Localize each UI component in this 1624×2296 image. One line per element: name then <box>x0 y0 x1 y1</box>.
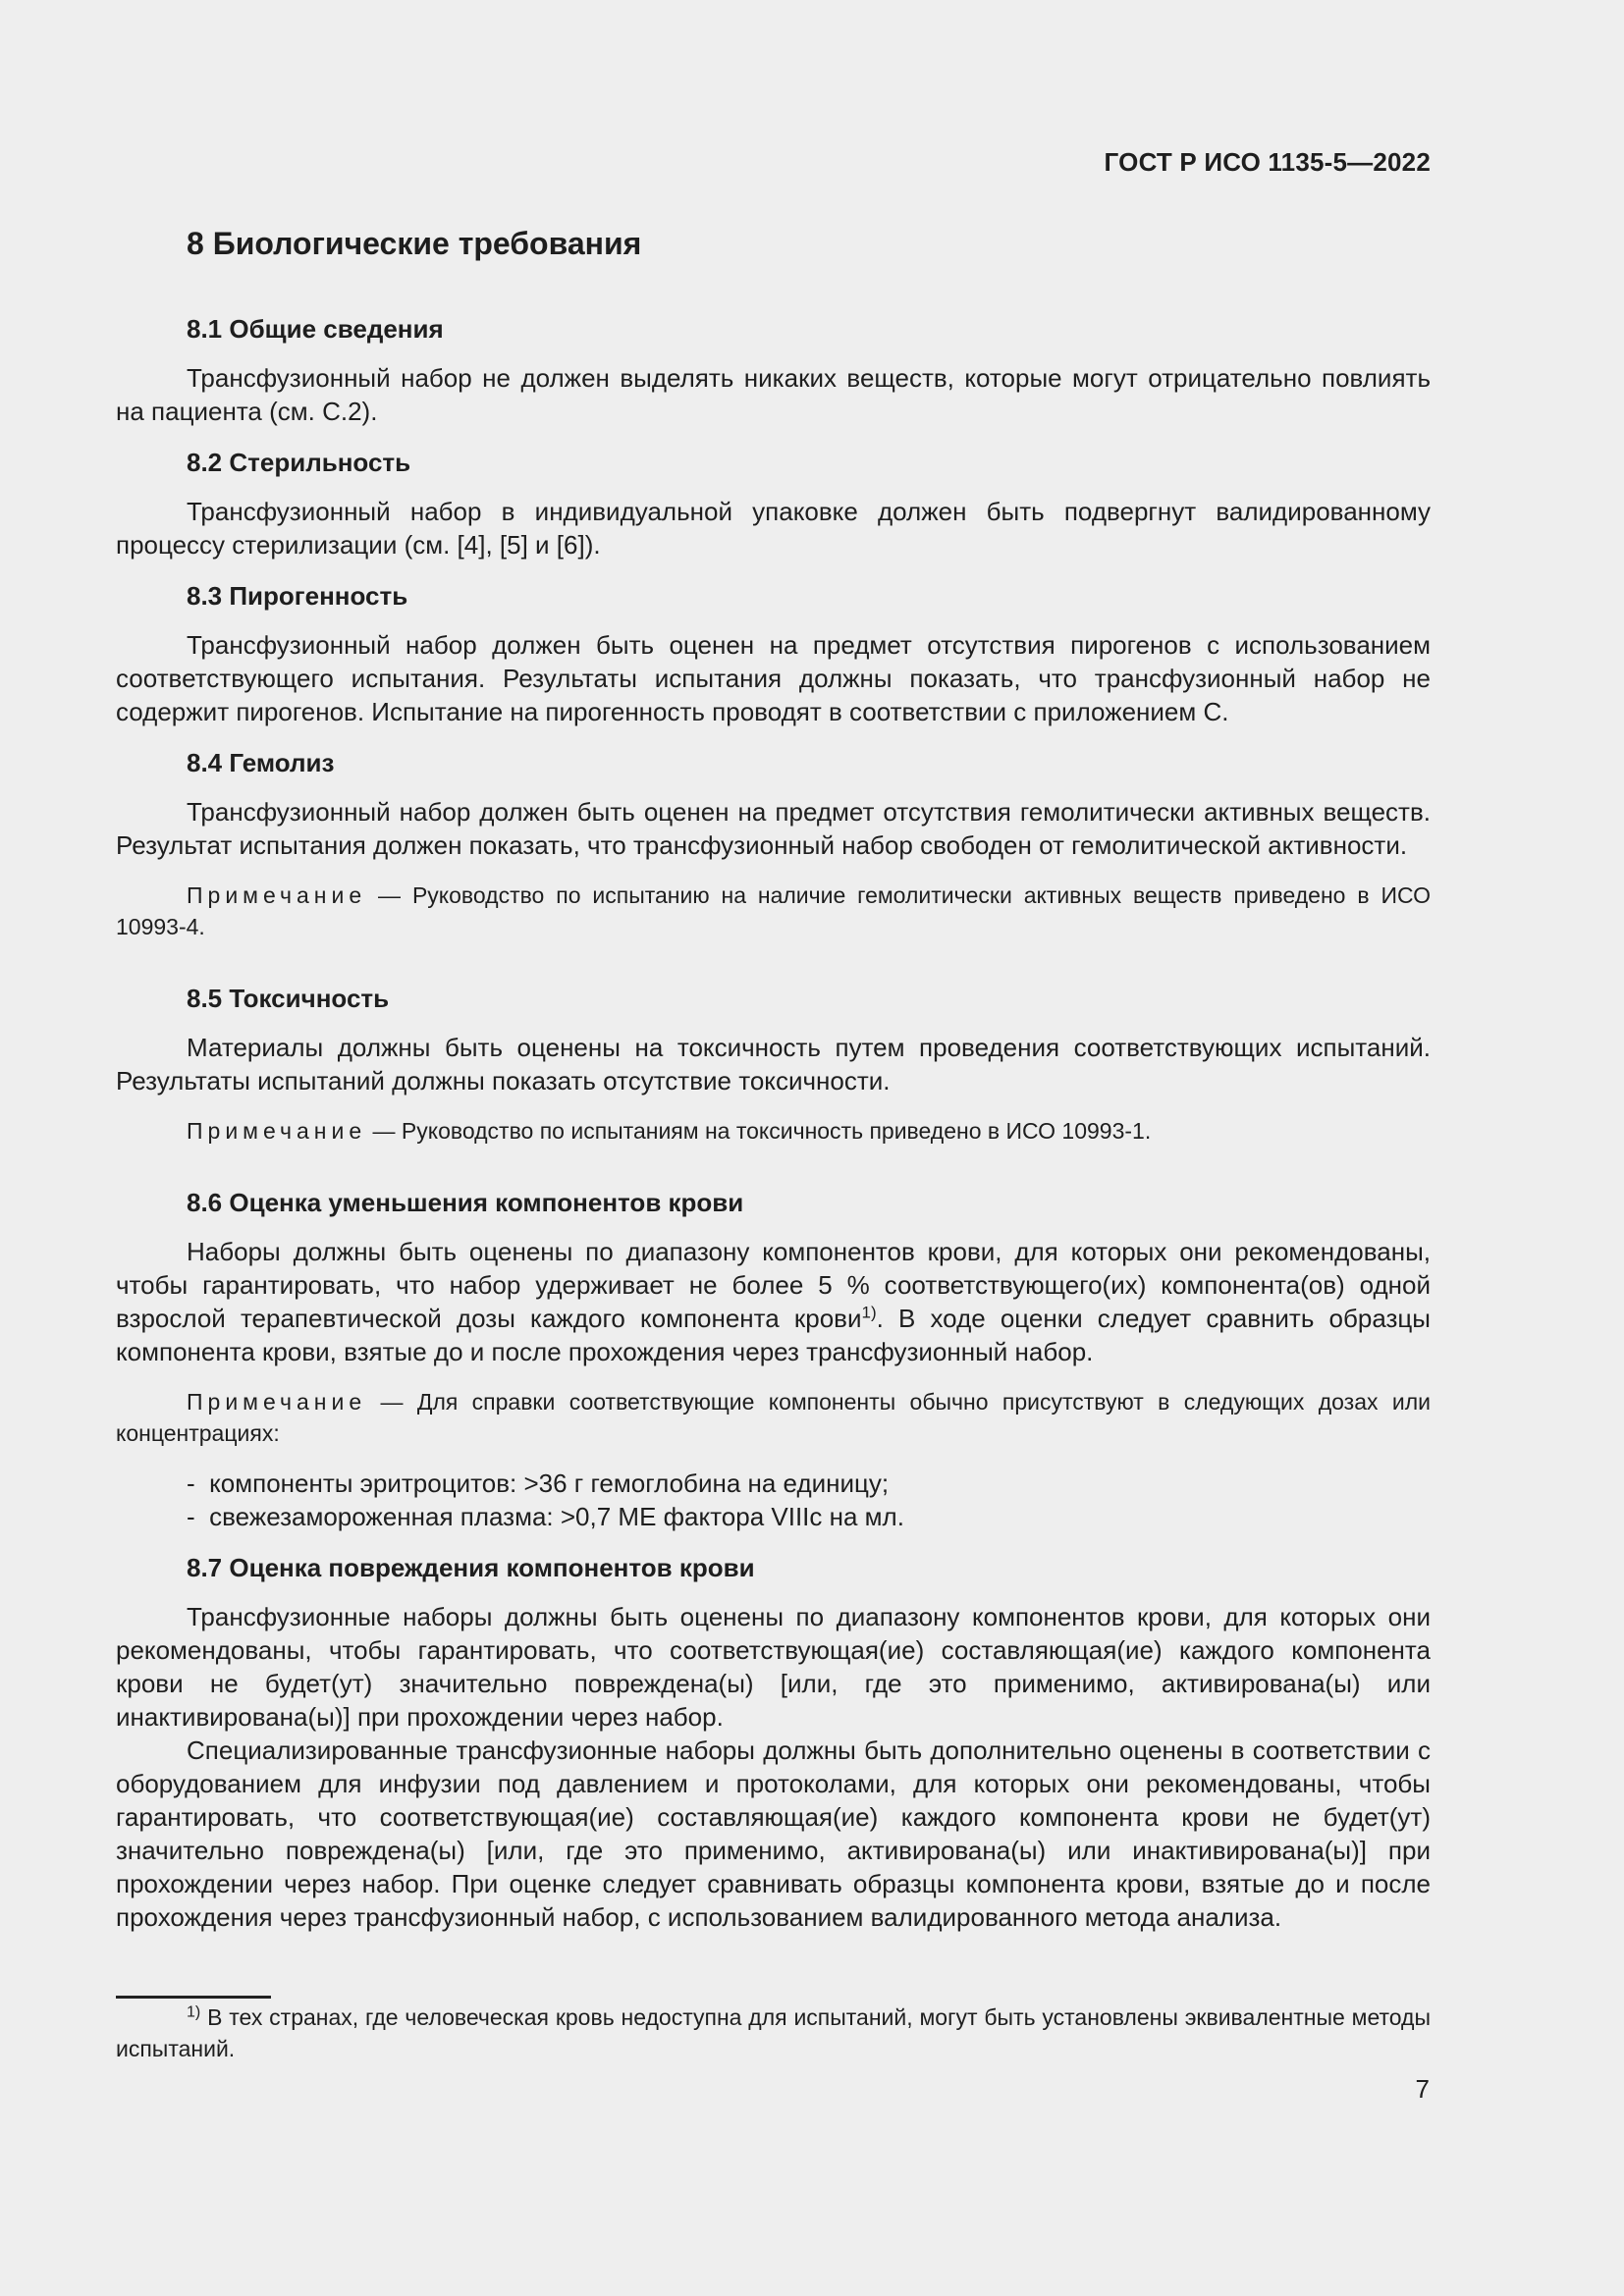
dose-list <box>116 1467 1431 1533</box>
page-number: 7 <box>1415 2074 1430 2104</box>
subsection-text-part-a: Наборы должны быть оценены по диапазону компонентов крови, для которых они рекомендованы, чтобы гарантировать, что набор удерживает не более 5 % соответствующего(их) компонента(ов) одной взрослой терапевтической дозы каждого компонента крови <box>116 1237 1431 1333</box>
subsection-text-8-7-second: Специализированные трансфузионные наборы должны быть дополнительно оценены в соответствии с оборудованием для инфузии под давлением и протоколами, для которых они рекомендованы, чтобы гарантировать, что соответствующая(ие) составляющая(ие) каждого компонента крови не будет(ут) значительно повреждена(ы) [или, где это применимо, активирована(ы) или инактивирована(ы)] при прохождении через набор. При оценке следует сравнивать образцы компонента крови, взятые до и после прохождения через трансфузионный набор, с использованием валидированного метода анализа. <box>116 1735 1431 1932</box>
subsection-title-8-4: 8.4 Гемолиз <box>187 748 335 777</box>
note-label: Примечание <box>187 882 367 908</box>
subsection-text-part-b: . В ходе оценки следует сравнить образцы компонента крови, взятые до и после прохождения через трансфузионный набор. <box>116 1304 1431 1366</box>
footnote-ref: 1) <box>861 1303 877 1322</box>
subsection-title-8-1: 8.1 Общие сведения <box>187 314 444 344</box>
section-title: 8 Биологические требования <box>187 226 642 261</box>
subsection-title-8-2: 8.2 Стерильность <box>187 448 411 477</box>
footnote-divider <box>116 1996 271 1999</box>
note-8-5 <box>116 1115 1431 1147</box>
subsection-text-8-4: Трансфузионный набор должен быть оценен на предмет отсутствия гемолитически активных веществ. Результат испытания должен показать, что трансфузионный набор свободен от гемолитической активности. <box>116 797 1431 860</box>
note-label: Примечание <box>187 1389 367 1415</box>
list-item: - компоненты эритроцитов: >36 г гемоглобина на единицу; <box>187 1467 1431 1500</box>
subsection-text-8-7: Трансфузионные наборы должны быть оценены по диапазону компонентов крови, для которых они рекомендованы, чтобы гарантировать, что соответствующая(ие) составляющая(ие) каждого компонента крови не будет(ут) значительно повреждена(ы) [или, где это применимо, активирована(ы) или инактивирована(ы)] при прохождении через набор. <box>116 1602 1431 1732</box>
subsection-text-8-1: Трансфузионный набор не должен выделять никаких веществ, которые могут отрицательно повлиять на пациента (см. С.2). <box>116 363 1431 426</box>
note-8-6 <box>116 1386 1431 1449</box>
subsection-title-8-7: 8.7 Оценка повреждения компонентов крови <box>187 1553 755 1582</box>
subsection-title-8-6: 8.6 Оценка уменьшения компонентов крови <box>187 1188 744 1217</box>
note-8-4 <box>116 880 1431 942</box>
note-label: Примечание <box>187 1118 367 1144</box>
footnote-marker: 1) <box>187 2003 201 2021</box>
subsection-title-8-3: 8.3 Пирогенность <box>187 581 408 611</box>
subsection-text-8-5: Материалы должны быть оценены на токсичность путем проведения соответствующих испытаний. Результаты испытаний должны показать отсутствие токсичности. <box>116 1033 1431 1095</box>
note-text: — Руководство по испытаниям на токсичность приведено в ИСО 10993-1. <box>366 1118 1152 1144</box>
document-code-header: ГОСТ Р ИСО 1135-5—2022 <box>1104 147 1431 177</box>
subsection-text-8-2: Трансфузионный набор в индивидуальной упаковке должен быть подвергнут валидированному процессу стерилизации (см. [4], [5] и [6]). <box>116 497 1431 560</box>
footnote <box>116 2002 1431 2064</box>
page-content <box>116 222 1431 1951</box>
subsection-title-8-5: 8.5 Токсичность <box>187 984 390 1013</box>
note-text: — Руководство по испытанию на наличие гемолитически активных веществ приведено в ИСО 10993-4. <box>116 882 1431 939</box>
subsection-text-8-6 <box>116 1235 1431 1368</box>
footnote-text: В тех странах, где человеческая кровь недоступна для испытаний, могут быть установлены эквивалентные методы испытаний. <box>116 2004 1431 2061</box>
note-text: — Для справки соответствующие компоненты обычно присутствуют в следующих дозах или концентрациях: <box>116 1389 1431 1446</box>
subsection-text-8-3: Трансфузионный набор должен быть оценен на предмет отсутствия пирогенов с использованием соответствующего испытания. Результаты испытания должны показать, что трансфузионный набор не содержит пирогенов. Испытание на пирогенность проводят в соответствии с приложением С. <box>116 630 1431 726</box>
list-item: - свежезамороженная плазма: >0,7 МЕ фактора VIIIc на мл. <box>187 1500 1431 1533</box>
